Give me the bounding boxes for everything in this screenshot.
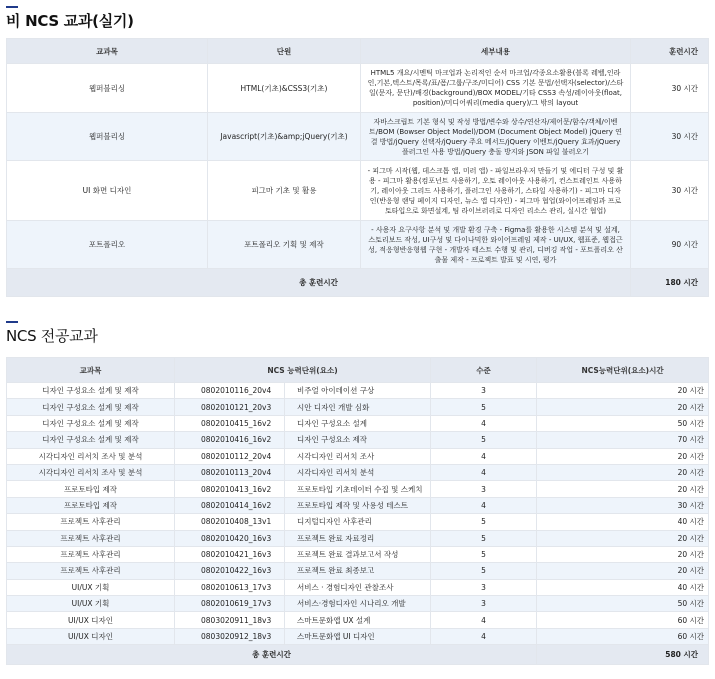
hours-cell: 20 시간 (537, 546, 709, 562)
detail-cell: 자바스크립트 기본 형식 및 작성 방법/변수와 상수/연산자/제어문/함수/객체/이벤트/BOM (Bowser Object Model)/DOM (Document Object Model) jQuery 연결 방법/jQuery 선택자/jQuery 주요 메서드/jQuery 이벤트/jQuery 효과/jQuery 플러그인 사용 방법/jQuery 충돌 방지와 JSON 파일 불러오기 (361, 113, 631, 161)
subject-cell: 프로젝트 사후관리 (7, 530, 175, 546)
hours-cell: 30 시간 (631, 64, 709, 113)
level-cell: 5 (431, 432, 537, 448)
subject-cell: 포트폴리오 (7, 221, 208, 269)
hours-cell: 90 시간 (631, 221, 709, 269)
unit-name-cell: 프로젝트 완료 자료정리 (285, 530, 431, 546)
table-header-row (7, 358, 709, 383)
hours-cell: 20 시간 (537, 383, 709, 399)
hours-cell: 20 시간 (537, 563, 709, 579)
hours-cell: 20 시간 (537, 399, 709, 415)
code-cell: 0802010113_20v4 (175, 464, 285, 480)
table-row (7, 415, 709, 431)
unit-name-cell: 프로젝트 완료 결과보고서 작성 (285, 546, 431, 562)
code-cell: 0802010619_17v3 (175, 596, 285, 612)
unit-cell: HTML(기초)&CSS3(기초) (208, 64, 361, 113)
subject-cell: UI/UX 디자인 (7, 612, 175, 628)
hours-cell: 40 시간 (537, 514, 709, 530)
table-row (7, 448, 709, 464)
hours-cell: 70 시간 (537, 432, 709, 448)
level-cell: 5 (431, 546, 537, 562)
level-cell: 4 (431, 497, 537, 513)
subject-cell: 프로젝트 사후관리 (7, 514, 175, 530)
section1-accent-bar (6, 6, 18, 8)
unit-name-cell: 프로토타입 제작 및 사용성 테스트 (285, 497, 431, 513)
table-row (7, 113, 709, 161)
subject-cell: 프로토타입 제작 (7, 481, 175, 497)
hours-cell: 60 시간 (537, 628, 709, 644)
subject-cell: 디자인 구성요소 설계 및 제작 (7, 399, 175, 415)
table-row (7, 628, 709, 644)
unit-name-cell: 스마트문화앱 UI 디자인 (285, 628, 431, 644)
level-cell: 4 (431, 448, 537, 464)
header-subject: 교과목 (7, 358, 175, 383)
table-row (7, 161, 709, 221)
table-row (7, 464, 709, 480)
table-row (7, 383, 709, 399)
unit-name-cell: 시각디자인 리서치 분석 (285, 464, 431, 480)
code-cell: 0802010116_20v4 (175, 383, 285, 399)
unit-name-cell: 시안 디자인 개발 심화 (285, 399, 431, 415)
section2-title: NCS 전공교과 (6, 327, 98, 345)
subject-cell: UI 화면 디자인 (7, 161, 208, 221)
hours-cell: 30 시간 (631, 113, 709, 161)
code-cell: 0802010416_16v2 (175, 432, 285, 448)
table-row (7, 596, 709, 612)
level-cell: 5 (431, 399, 537, 415)
hours-cell: 50 시간 (537, 415, 709, 431)
table-row (7, 432, 709, 448)
level-cell: 4 (431, 612, 537, 628)
code-cell: 0802010408_13v1 (175, 514, 285, 530)
total-label: 총 훈련시간 (7, 645, 537, 665)
hours-cell: 60 시간 (537, 612, 709, 628)
table-row (7, 579, 709, 595)
table-row (7, 530, 709, 546)
subject-cell: 시각디자인 리서치 조사 및 분석 (7, 448, 175, 464)
code-cell: 0802010413_16v2 (175, 481, 285, 497)
subject-cell: UI/UX 디자인 (7, 628, 175, 644)
subject-cell: 프로토타입 제작 (7, 497, 175, 513)
subject-cell: 웹퍼블리싱 (7, 113, 208, 161)
level-cell: 5 (431, 563, 537, 579)
header-subject: 교과목 (7, 39, 208, 64)
subject-cell: UI/UX 기획 (7, 579, 175, 595)
level-cell: 4 (431, 415, 537, 431)
level-cell: 5 (431, 530, 537, 546)
total-hours: 180 시간 (631, 269, 709, 297)
level-cell: 3 (431, 596, 537, 612)
unit-name-cell: 디지털디자인 사후관리 (285, 514, 431, 530)
table-row (7, 64, 709, 113)
total-hours: 580 시간 (537, 645, 709, 665)
non-ncs-table (6, 38, 709, 297)
subject-cell: 디자인 구성요소 설계 및 제작 (7, 432, 175, 448)
code-cell: 0803020911_18v3 (175, 612, 285, 628)
total-label: 총 훈련시간 (7, 269, 631, 297)
level-cell: 5 (431, 514, 537, 530)
header-hours: 훈련시간 (631, 39, 709, 64)
code-cell: 0802010121_20v3 (175, 399, 285, 415)
table-row (7, 497, 709, 513)
unit-cell: 피그마 기초 및 활용 (208, 161, 361, 221)
level-cell: 4 (431, 464, 537, 480)
header-detail: 세부내용 (361, 39, 631, 64)
table-row (7, 399, 709, 415)
unit-cell: 포트폴리오 기획 및 제작 (208, 221, 361, 269)
level-cell: 3 (431, 383, 537, 399)
unit-name-cell: 스마트문화앱 UX 설계 (285, 612, 431, 628)
header-ncs-unit: NCS 능력단위(요소) (175, 358, 431, 383)
unit-name-cell: 프로토타입 기초데이터 수집 및 스케치 (285, 481, 431, 497)
table-header-row (7, 39, 709, 64)
code-cell: 0802010422_16v3 (175, 563, 285, 579)
hours-cell: 20 시간 (537, 481, 709, 497)
subject-cell: 프로젝트 사후관리 (7, 563, 175, 579)
code-cell: 0802010421_16v3 (175, 546, 285, 562)
hours-cell: 20 시간 (537, 448, 709, 464)
code-cell: 0802010613_17v3 (175, 579, 285, 595)
table-row (7, 221, 709, 269)
subject-cell: 프로젝트 사후관리 (7, 546, 175, 562)
code-cell: 0802010420_16v3 (175, 530, 285, 546)
header-level: 수준 (431, 358, 537, 383)
table-row (7, 612, 709, 628)
subject-cell: 디자인 구성요소 설계 및 제작 (7, 383, 175, 399)
table-row (7, 563, 709, 579)
header-hours: NCS능력단위(요소)시간 (537, 358, 709, 383)
header-unit: 단원 (208, 39, 361, 64)
subject-cell: 디자인 구성요소 설계 및 제작 (7, 415, 175, 431)
unit-name-cell: 디자인 구성요소 제작 (285, 432, 431, 448)
hours-cell: 20 시간 (537, 530, 709, 546)
level-cell: 4 (431, 628, 537, 644)
unit-name-cell: 비주얼 아이데이션 구상 (285, 383, 431, 399)
hours-cell: 30 시간 (631, 161, 709, 221)
code-cell: 0802010414_16v2 (175, 497, 285, 513)
unit-cell: Javascript(기초)&amp;jQuery(기초) (208, 113, 361, 161)
level-cell: 3 (431, 579, 537, 595)
unit-name-cell: 서비스 · 경험디자인 관찰조사 (285, 579, 431, 595)
code-cell: 0802010415_16v2 (175, 415, 285, 431)
unit-name-cell: 서비스·경험디자인 시나리오 개발 (285, 596, 431, 612)
total-row (7, 269, 709, 297)
table-row (7, 514, 709, 530)
table-row (7, 481, 709, 497)
detail-cell: - 사용자 요구사항 분석 및 개발 환경 구축 - Figma를 활용한 시스템 분석 및 설계, 스토리보드 작성, UI구성 및 다이나믹한 와이어프레임 제작 - UI/UX, 웹표준, 웹접근성, 적응형반응형웹 구현 - 개발자 태스트 수행 및 관리, 디버깅 작업 - 포트폴리오 산출물 제작 - 프로젝트 발표 및 시연, 평가 (361, 221, 631, 269)
subject-cell: 웹퍼블리싱 (7, 64, 208, 113)
section1-title: 비 NCS 교과(실기) (6, 12, 134, 30)
detail-cell: - 피그마 시작(웹, 데스크톱 앱, 미러 앱) - 파일브라우저 만들기 및 에디터 구성 및 활용 - 피그마 활용(컴포넌트 사용하기, 오토 레이아웃 사용하기, 컨스트레인트 사용하기, 레이아웃 그리드 사용하기, 플러그인 사용하기, 스타일 사용하기) - 피그마 디자인(반응형 랜딩 페이지 디자인, 뉴스 앱 디자인) - 피그마 협업(와이어프레임과 프로토타입으로 화면설계, 팀 라이브러리로 디자인 리소스 관리, 실시간 협업) (361, 161, 631, 221)
level-cell: 3 (431, 481, 537, 497)
unit-name-cell: 프로젝트 완료 최종보고 (285, 563, 431, 579)
hours-cell: 20 시간 (537, 464, 709, 480)
unit-name-cell: 디자인 구성요소 설계 (285, 415, 431, 431)
code-cell: 0803020912_18v3 (175, 628, 285, 644)
hours-cell: 40 시간 (537, 579, 709, 595)
unit-name-cell: 시각디자인 리서치 조사 (285, 448, 431, 464)
detail-cell: HTML5 개요/시멘틱 마크업과 논리적인 순서 마크업/각종요소활용(블록 레벨,인라인,기본,텍스트/목록/표/폼/그룹/구조/미디어) CSS 기본 문법/선택자(selector)/스타일(문자, 문단)/배경(background)/BOX MODEL/기타 CSS3 속성/레이아웃(float, position)/미디어쿼리(media query)/그 밖의 layout (361, 64, 631, 113)
hours-cell: 50 시간 (537, 596, 709, 612)
subject-cell: UI/UX 기획 (7, 596, 175, 612)
code-cell: 0802010112_20v4 (175, 448, 285, 464)
total-row (7, 645, 709, 665)
table-row (7, 546, 709, 562)
subject-cell: 시각디자인 리서치 조사 및 분석 (7, 464, 175, 480)
section2-accent-bar (6, 321, 18, 323)
ncs-table (6, 357, 709, 665)
hours-cell: 30 시간 (537, 497, 709, 513)
